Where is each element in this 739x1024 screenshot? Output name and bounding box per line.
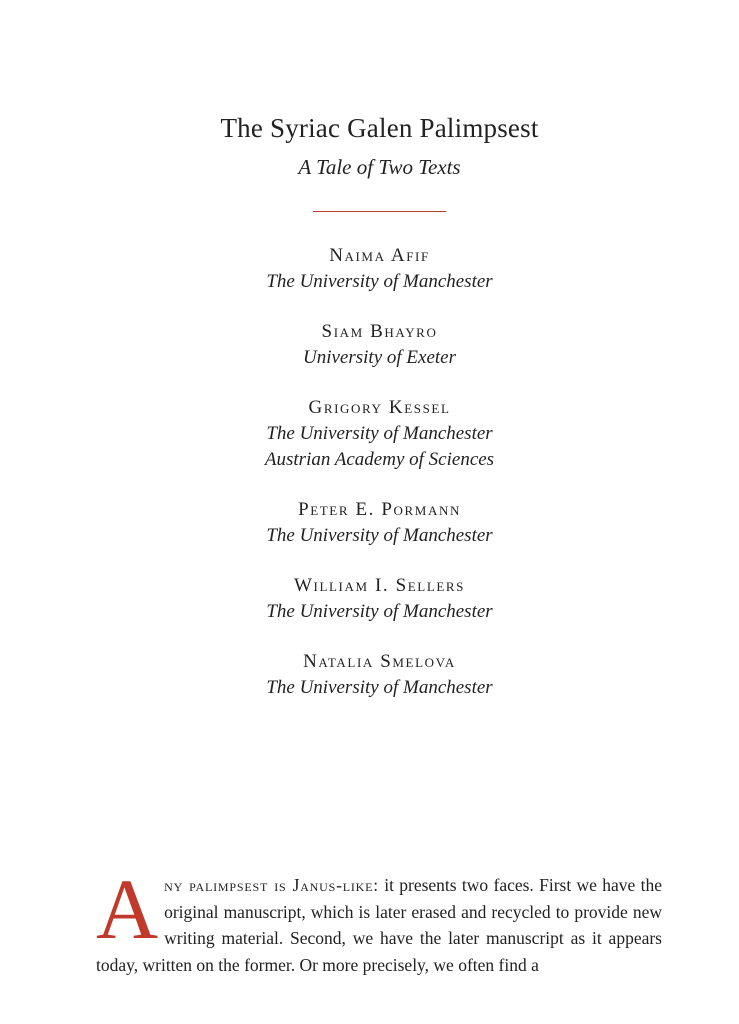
intro-paragraph bbox=[96, 861, 662, 978]
author-affiliation: The University of Manchester bbox=[266, 423, 493, 444]
paper-subtitle: A Tale of Two Texts bbox=[298, 155, 461, 179]
author-affiliation: The University of Manchester bbox=[266, 525, 493, 546]
author-list bbox=[0, 243, 739, 725]
author-affiliation: Austrian Academy of Sciences bbox=[264, 449, 495, 470]
author-block bbox=[0, 243, 739, 295]
author-affiliation: University of Exeter bbox=[302, 347, 456, 368]
author-block bbox=[0, 497, 739, 549]
author-block bbox=[0, 319, 739, 371]
author-name: Siam Bhayro bbox=[321, 321, 438, 342]
paper-title: The Syriac Galen Palimpsest bbox=[220, 113, 539, 143]
author-block bbox=[0, 649, 739, 701]
author-name: William I. Sellers bbox=[293, 575, 466, 596]
drop-cap: A bbox=[96, 861, 159, 957]
intro-lead-small-caps: ny palimpsest is Janus-like: bbox=[164, 875, 379, 895]
author-name: Peter E. Pormann bbox=[298, 499, 461, 520]
author-block bbox=[0, 573, 739, 625]
author-affiliation: The University of Manchester bbox=[266, 677, 493, 698]
author-block bbox=[0, 395, 739, 473]
intro-text: it presents two faces. First we have the original manuscript, which is later erased and recycled to provide new writing material. Second, we have the later manuscript as it appears today, written on the former. Or more precisely, we often find a bbox=[96, 875, 662, 975]
title-divider bbox=[313, 211, 446, 212]
author-affiliation: The University of Manchester bbox=[266, 601, 493, 622]
author-name: Natalia Smelova bbox=[303, 651, 456, 672]
author-name: Naima Afif bbox=[329, 245, 430, 266]
author-affiliation: The University of Manchester bbox=[266, 271, 493, 292]
author-name: Grigory Kessel bbox=[308, 397, 451, 418]
